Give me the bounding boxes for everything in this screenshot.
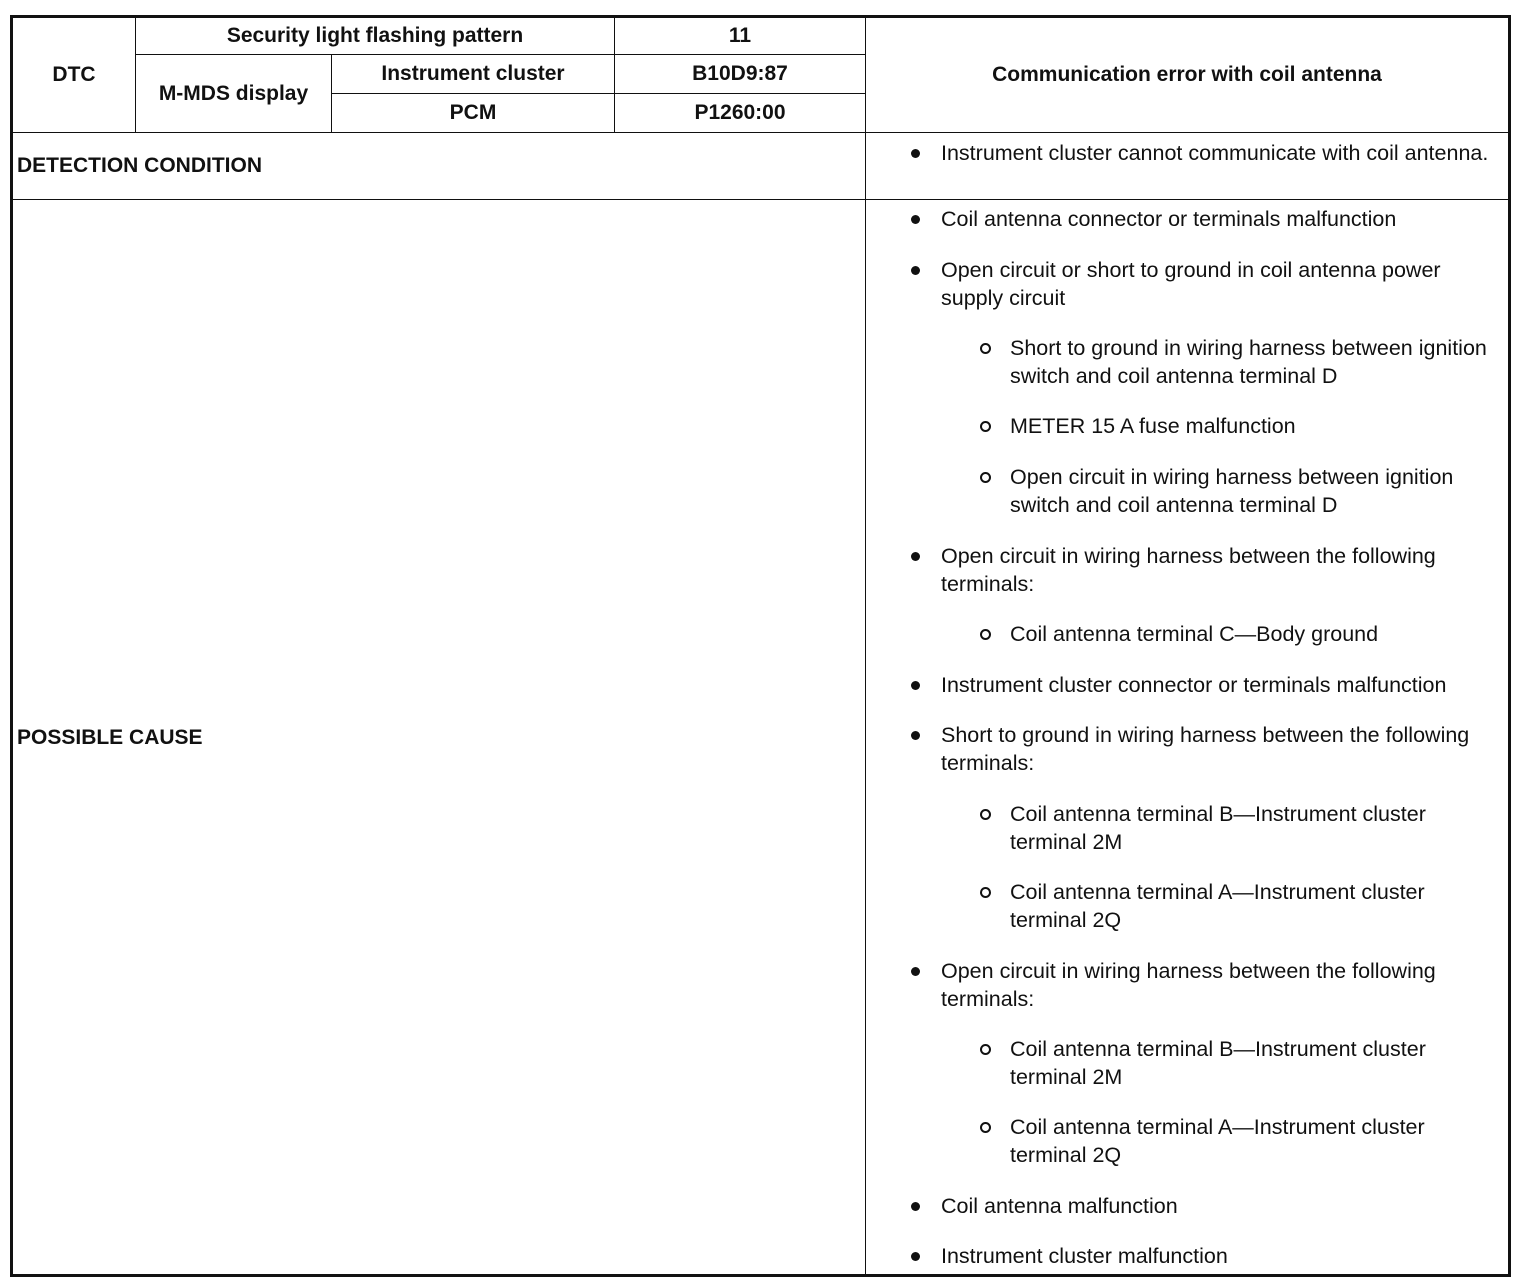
list-item-text: Coil antenna terminal A—Instrument cluster terminal 2Q (1010, 1115, 1425, 1167)
list-item-text: Short to ground in wiring harness between ignition switch and coil antenna terminal D (1010, 336, 1487, 388)
detection-condition-list (904, 140, 1494, 196)
list-item-text: Coil antenna terminal B—Instrument cluster terminal 2M (1010, 1037, 1426, 1089)
bullet-icon (911, 149, 920, 158)
list-item-text: Open circuit or short to ground in coil antenna power supply circuit (941, 258, 1441, 310)
list-item-text: Instrument cluster malfunction (941, 1244, 1228, 1268)
bullet-icon (911, 215, 920, 224)
list-item-text: Coil antenna connector or terminals malfunction (941, 207, 1397, 231)
bullet-icon (911, 731, 920, 740)
pcm-code: P1260:00 (694, 101, 786, 124)
circle-bullet-icon (980, 421, 991, 432)
list-item-text: Instrument cluster cannot communicate with coil antenna. (941, 141, 1489, 165)
list-item-text: Short to ground in wiring harness between the following terminals: (941, 723, 1470, 775)
rule-row-detection-end (11, 199, 1510, 200)
list-item-text: Open circuit in wiring harness between the following terminals: (941, 959, 1436, 1011)
list-item-text: Coil antenna malfunction (941, 1194, 1178, 1218)
list-item-text: Open circuit in wiring harness between ignition switch and coil antenna terminal D (1010, 465, 1454, 517)
bullet-icon (911, 552, 920, 561)
instrument-cluster-label: Instrument cluster (381, 62, 565, 85)
bullet-icon (911, 266, 920, 275)
security-light-label: Security light flashing pattern (226, 24, 524, 47)
circle-bullet-icon (980, 343, 991, 354)
list-item-text: Coil antenna terminal A—Instrument cluster terminal 2Q (1010, 880, 1425, 932)
circle-bullet-icon (980, 472, 991, 483)
rule-col-right (865, 16, 866, 1275)
circle-bullet-icon (980, 629, 991, 640)
possible-cause-label: POSSIBLE CAUSE (17, 725, 203, 749)
mmds-label: M-MDS display (158, 81, 309, 105)
detection-condition-label: DETECTION CONDITION (17, 154, 262, 177)
list-item-text: Coil antenna terminal C—Body ground (1010, 622, 1379, 646)
circle-bullet-icon (980, 1122, 991, 1133)
list-item-text: Coil antenna terminal B—Instrument cluster terminal 2M (1010, 802, 1426, 854)
list-item-text: Open circuit in wiring harness between the following terminals: (941, 544, 1436, 596)
pcm-label: PCM (449, 101, 497, 124)
bullet-icon (911, 1202, 920, 1211)
list-item-text: Instrument cluster connector or terminals malfunction (941, 673, 1447, 697)
dtc-label: DTC (52, 63, 96, 86)
security-light-value: 11 (728, 24, 752, 47)
bullet-icon (911, 967, 920, 976)
list-item-text: METER 15 A fuse malfunction (1010, 414, 1296, 438)
bullet-icon (911, 681, 920, 690)
dtc-description: Communication error with coil antenna (992, 63, 1382, 86)
bullet-icon (911, 1252, 920, 1261)
circle-bullet-icon (980, 1044, 991, 1055)
possible-cause-list (904, 206, 1494, 1274)
circle-bullet-icon (980, 809, 991, 820)
instrument-cluster-code: B10D9:87 (692, 62, 788, 85)
circle-bullet-icon (980, 887, 991, 898)
